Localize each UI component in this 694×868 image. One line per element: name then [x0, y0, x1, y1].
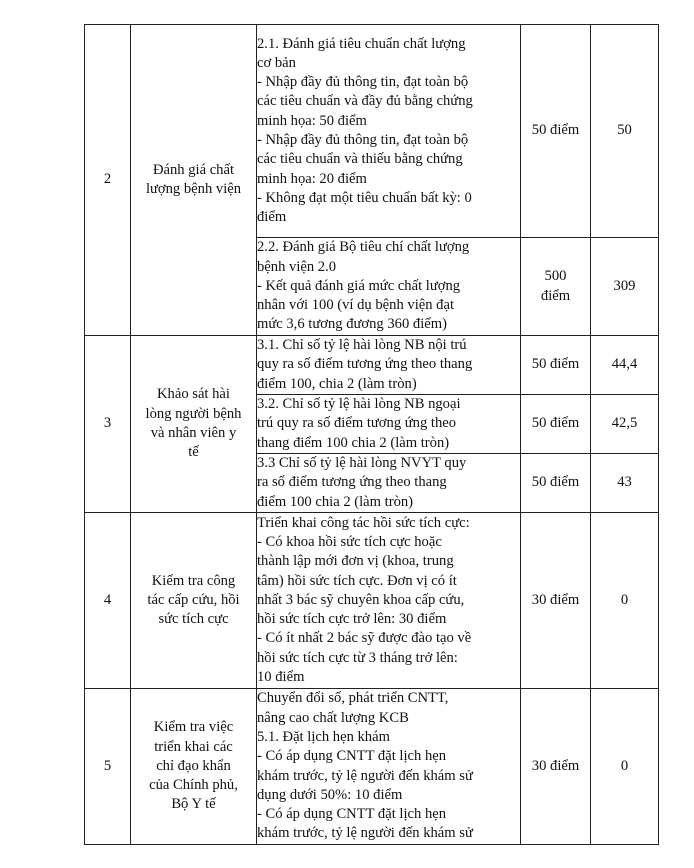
table-row	[85, 689, 659, 845]
max-points: 30 điểm	[521, 689, 591, 845]
score-value: 43	[591, 454, 659, 513]
criteria-table	[84, 24, 659, 845]
score-value: 50	[591, 25, 659, 238]
max-points: 50 điểm	[521, 25, 591, 238]
criterion-content: Chuyển đổi số, phát triển CNTT, nâng cao chất lượng KCB 5.1. Đặt lịch hẹn khám - Có áp dụng CNTT đặt lịch hẹn khám trước, tỷ lệ người đến khám sử dụng dưới 50%: 10 điểm - Có áp dụng CNTT đặt lịch hẹn khám trước, tỷ lệ người đến khám sử	[257, 689, 521, 845]
max-points: 30 điểm	[521, 513, 591, 689]
row-number: 4	[85, 513, 131, 689]
score-value: 309	[591, 238, 659, 336]
criterion-content: 2.1. Đánh giá tiêu chuẩn chất lượng cơ bản - Nhập đầy đủ thông tin, đạt toàn bộ các tiêu chuẩn và đầy đủ bằng chứng minh họa: 50 điểm - Nhập đầy đủ thông tin, đạt toàn bộ các tiêu chuẩn và thiếu bằng chứng minh họa: 20 điểm - Không đạt một tiêu chuẩn bất kỳ: 0 điểm	[257, 25, 521, 238]
table-row	[85, 513, 659, 689]
max-points: 50 điểm	[521, 454, 591, 513]
max-points: 50 điểm	[521, 395, 591, 454]
score-value: 42,5	[591, 395, 659, 454]
criterion-content: Triển khai công tác hồi sức tích cực: - Có khoa hồi sức tích cực hoặc thành lập mới đơn vị (khoa, trung tâm) hồi sức tích cực. Đơn vị có ít nhất 3 bác sỹ chuyên khoa cấp cứu, hồi sức tích cực trở lên: 30 điểm - Có ít nhất 2 bác sỹ được đào tạo về hồi sức tích cực từ 3 tháng trở lên: 10 điểm	[257, 513, 521, 689]
score-value: 0	[591, 513, 659, 689]
criterion-content: 3.1. Chỉ số tỷ lệ hài lòng NB nội trú quy ra số điểm tương ứng theo thang điểm 100, chia 2 (làm tròn)	[257, 336, 521, 395]
max-points: 500 điểm	[521, 238, 591, 336]
criterion-title: Đánh giá chất lượng bệnh viện	[131, 25, 257, 336]
criterion-content: 3.2. Chỉ số tỷ lệ hài lòng NB ngoại trú quy ra số điểm tương ứng theo thang điểm 100 chia 2 (làm tròn)	[257, 395, 521, 454]
criterion-title: Kiểm tra công tác cấp cứu, hồi sức tích cực	[131, 513, 257, 689]
table-row	[85, 336, 659, 395]
max-points: 50 điểm	[521, 336, 591, 395]
criterion-title: Kiểm tra việc triển khai các chỉ đạo khẩn của Chính phủ, Bộ Y tế	[131, 689, 257, 845]
row-number: 3	[85, 336, 131, 513]
table-row	[85, 25, 659, 238]
criterion-content: 3.3 Chỉ số tỷ lệ hài lòng NVYT quy ra số điểm tương ứng theo thang điểm 100 chia 2 (làm tròn)	[257, 454, 521, 513]
criterion-title: Khảo sát hài lòng người bệnh và nhân viên y tế	[131, 336, 257, 513]
criterion-content: 2.2. Đánh giá Bộ tiêu chí chất lượng bệnh viện 2.0 - Kết quả đánh giá mức chất lượng nhân với 100 (ví dụ bệnh viện đạt mức 3,6 tương đương 360 điểm)	[257, 238, 521, 336]
row-number: 2	[85, 25, 131, 336]
score-value: 0	[591, 689, 659, 845]
row-number: 5	[85, 689, 131, 845]
score-value: 44,4	[591, 336, 659, 395]
